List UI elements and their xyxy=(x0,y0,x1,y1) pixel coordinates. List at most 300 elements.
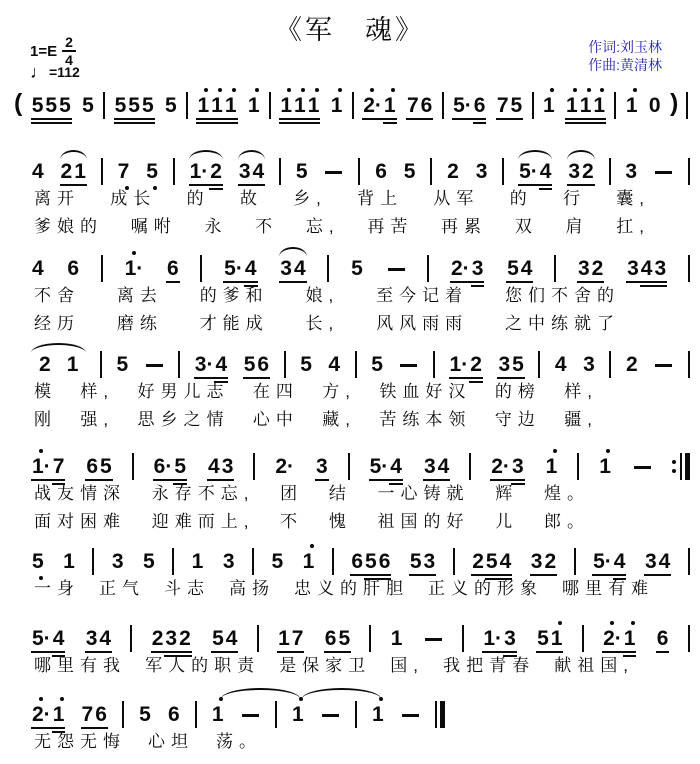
note-group xyxy=(623,161,639,182)
thin-barline xyxy=(435,701,437,728)
beam-underline xyxy=(31,727,52,729)
lyric-group: 心中 xyxy=(252,410,299,429)
beam-underline xyxy=(60,184,74,186)
note-digit: 2 xyxy=(151,627,164,650)
lyric-group: 不 xyxy=(280,512,304,531)
note xyxy=(125,258,144,279)
beam-underline xyxy=(221,479,235,481)
note-digit: 2 xyxy=(591,257,604,280)
high-octave-dot xyxy=(573,88,577,92)
note-group xyxy=(481,628,517,649)
barline xyxy=(688,548,690,575)
duration-dash xyxy=(388,268,405,271)
beam-underline xyxy=(511,377,525,379)
note-digit: 4 xyxy=(244,257,257,280)
note-digit: 5· xyxy=(453,94,472,117)
note-digit: 6 xyxy=(473,94,486,117)
beam-underline xyxy=(530,574,544,576)
note-digit: 2· xyxy=(32,703,51,726)
beam-underline xyxy=(506,281,520,283)
note xyxy=(146,161,158,182)
high-octave-dot xyxy=(132,251,136,255)
note-group xyxy=(165,258,181,279)
note-group xyxy=(655,628,671,649)
note xyxy=(32,704,51,725)
system-row xyxy=(30,349,690,429)
key-signature: 1=E xyxy=(30,42,58,60)
lyric-group: 疆, xyxy=(564,410,598,429)
beam-underline xyxy=(153,479,174,481)
lyric-group: 刚 xyxy=(34,410,57,429)
note xyxy=(67,354,79,375)
barline xyxy=(92,548,94,575)
note xyxy=(407,95,419,116)
lyric-group: 迎难而上, xyxy=(151,512,255,531)
note xyxy=(537,628,549,649)
note-digit: 4 xyxy=(554,353,567,376)
note xyxy=(599,456,611,477)
note xyxy=(424,456,436,477)
duration-dash xyxy=(322,714,339,717)
lyric-group: 再累 xyxy=(441,217,488,236)
beam-underline xyxy=(383,118,397,120)
note xyxy=(531,551,543,572)
system-row xyxy=(30,156,690,236)
note-group xyxy=(290,704,306,725)
note-digit: 4 xyxy=(539,160,552,183)
note xyxy=(504,628,516,649)
beam-underline xyxy=(378,574,392,576)
beam-underline xyxy=(224,118,238,120)
beam-underline xyxy=(196,122,210,124)
note-group xyxy=(631,466,654,477)
lyric-group: 忠义的肝胆 xyxy=(294,579,409,598)
barline xyxy=(453,548,455,575)
barline xyxy=(609,158,611,185)
note-group xyxy=(581,354,597,375)
note xyxy=(451,258,470,279)
note xyxy=(118,161,130,182)
high-octave-dot xyxy=(631,621,635,625)
note-digit: 5 xyxy=(31,94,44,117)
note xyxy=(165,628,177,649)
note-digit: 4 xyxy=(252,160,265,183)
note-group xyxy=(322,171,345,182)
system-row xyxy=(30,253,690,333)
final-barline xyxy=(435,701,445,728)
note-digit: 2· xyxy=(451,257,470,280)
barline xyxy=(355,351,357,378)
lyrics-line xyxy=(34,382,598,402)
lyric-group: 一心铸就 xyxy=(377,484,470,503)
note xyxy=(351,258,363,279)
note xyxy=(316,456,328,477)
note-group xyxy=(402,161,418,182)
note-digit: 3 xyxy=(568,160,581,183)
note-digit: 5 xyxy=(485,550,498,573)
note xyxy=(280,95,292,116)
lyric-group: 辉 xyxy=(495,484,519,503)
time-signature xyxy=(62,34,76,68)
barline xyxy=(427,255,429,282)
note xyxy=(592,258,604,279)
barline xyxy=(352,92,354,119)
note-digit: 2 xyxy=(447,160,459,183)
note xyxy=(507,258,519,279)
note xyxy=(61,161,73,182)
lyrics-line xyxy=(34,512,590,532)
note xyxy=(208,456,220,477)
beam-underline xyxy=(520,281,534,283)
note xyxy=(53,456,65,477)
beam-underline xyxy=(58,118,72,120)
slurred-note-group xyxy=(188,161,224,182)
barline xyxy=(369,625,371,652)
lyric-group: 忘, xyxy=(305,217,340,236)
note-group xyxy=(373,161,389,182)
lyric-group: 长, xyxy=(305,314,340,333)
note-digit: 3· xyxy=(194,353,214,376)
note-digit: 7 xyxy=(117,160,130,183)
note-group xyxy=(489,456,525,477)
beam-underline xyxy=(81,727,95,729)
lyric-group: 面对困难 xyxy=(34,512,126,531)
note-group xyxy=(361,95,397,116)
note xyxy=(582,161,594,182)
note xyxy=(67,258,79,279)
note xyxy=(593,95,605,116)
note-digit: 3 xyxy=(583,353,595,376)
note xyxy=(165,95,177,116)
note xyxy=(410,551,422,572)
note xyxy=(224,258,243,279)
beam-underline xyxy=(420,118,434,120)
note-digit: 7 xyxy=(52,455,65,478)
note xyxy=(626,354,638,375)
note xyxy=(59,95,71,116)
note xyxy=(152,628,164,649)
note xyxy=(325,628,337,649)
note xyxy=(308,95,320,116)
lyric-group: 正气 xyxy=(99,579,145,598)
lyric-group: 离去 xyxy=(116,286,163,305)
lyrics-line xyxy=(34,484,590,504)
note-group xyxy=(326,354,342,375)
note-group xyxy=(369,354,385,375)
beam-underline xyxy=(496,118,510,120)
note-digit: 1 xyxy=(550,627,563,650)
note-digit: 5 xyxy=(351,257,363,280)
lyrics-line xyxy=(34,286,620,306)
lyric-group: 苦练本领 xyxy=(379,410,472,429)
barline xyxy=(554,255,556,282)
note-digit: 1 xyxy=(74,160,86,183)
lyric-group: 强, xyxy=(80,410,115,429)
note-digit: 1 xyxy=(52,703,65,726)
note-group xyxy=(273,456,296,477)
lyric-group: 战友情深 xyxy=(34,484,126,503)
note xyxy=(257,354,269,375)
beam-underline xyxy=(653,281,667,283)
barline xyxy=(200,255,202,282)
note xyxy=(190,161,209,182)
barline xyxy=(269,92,271,119)
repeat-dot xyxy=(672,469,676,473)
beam-underline xyxy=(127,122,141,124)
note-digit: 6 xyxy=(67,257,80,280)
notes-row xyxy=(30,699,445,725)
note-group xyxy=(123,258,146,279)
note xyxy=(32,258,44,279)
lyric-group: 永 xyxy=(204,217,228,236)
note-group xyxy=(422,456,451,477)
note-digit: 5 xyxy=(371,353,383,376)
note-digit: 1 xyxy=(211,703,224,726)
barline xyxy=(186,92,188,119)
note xyxy=(424,551,436,572)
meter-numerator: 2 xyxy=(65,34,73,50)
lyrics-line xyxy=(34,656,634,676)
beam-underline xyxy=(31,651,52,653)
beam-underline xyxy=(307,118,321,120)
note-digit: 3 xyxy=(530,550,543,573)
beam-underline xyxy=(223,281,244,283)
beam-underline xyxy=(173,479,187,481)
note-group xyxy=(166,704,182,725)
lyric-group: 背上 xyxy=(357,189,404,208)
note xyxy=(278,628,290,649)
note-group xyxy=(496,354,525,375)
note-digit: 2 xyxy=(470,353,482,376)
lyric-group: 从军 xyxy=(433,189,480,208)
beam-underline xyxy=(511,479,525,481)
note xyxy=(222,456,234,477)
barline xyxy=(442,92,444,119)
note-digit: 1· xyxy=(449,353,469,376)
note-digit: 5 xyxy=(139,703,151,726)
note xyxy=(659,551,671,572)
note xyxy=(100,456,112,477)
note xyxy=(32,95,44,116)
system-row xyxy=(30,546,690,598)
note-digit: 6 xyxy=(375,160,387,183)
note-digit: 4 xyxy=(613,550,626,573)
note-group xyxy=(301,551,317,572)
note xyxy=(53,628,65,649)
high-octave-dot xyxy=(39,697,43,701)
lyric-group: 结 xyxy=(328,484,352,503)
duration-dash xyxy=(242,714,259,717)
lyric-group: 的榜 xyxy=(494,382,541,401)
slurred-note-group xyxy=(59,161,88,182)
note-digit: 1 xyxy=(330,94,343,117)
note xyxy=(331,95,343,116)
beam-underline xyxy=(225,651,239,653)
beam-underline xyxy=(211,651,225,653)
note-group xyxy=(84,456,113,477)
note-digit: 5 xyxy=(295,160,308,183)
barline xyxy=(100,351,102,378)
beam-underline xyxy=(473,118,487,120)
barline xyxy=(275,701,277,728)
note xyxy=(498,354,510,375)
lyric-group: 高扬 xyxy=(229,579,275,598)
beam-underline xyxy=(98,651,112,653)
note xyxy=(551,628,563,649)
note-group xyxy=(474,161,490,182)
note-group xyxy=(408,551,437,572)
note xyxy=(654,258,666,279)
note-digit: 5· xyxy=(519,160,538,183)
note-digit: 5 xyxy=(143,550,155,573)
barline xyxy=(538,351,540,378)
note-digit: 5 xyxy=(212,627,224,650)
lyric-group: 儿 xyxy=(495,512,519,531)
tie-arc xyxy=(302,688,381,699)
note-group xyxy=(163,95,179,116)
barline xyxy=(130,625,132,652)
note-digit: 5 xyxy=(128,94,140,117)
beam-underline xyxy=(518,184,539,186)
note-group xyxy=(652,364,675,375)
note-digit: 1 xyxy=(294,94,306,117)
slurred-note-group xyxy=(30,354,87,375)
note xyxy=(142,95,154,116)
lyrics-line xyxy=(34,217,650,237)
barline xyxy=(279,158,281,185)
note-digit: 5 xyxy=(537,627,549,650)
note-group xyxy=(113,95,156,116)
beam-underline xyxy=(469,377,483,379)
note-digit: 4 xyxy=(215,353,228,376)
note-digit: 2· xyxy=(275,455,294,478)
note-group xyxy=(210,704,226,725)
note-digit: 3 xyxy=(85,627,98,650)
note xyxy=(143,551,155,572)
note-digit: 6 xyxy=(257,353,270,376)
note xyxy=(365,551,377,572)
barline xyxy=(577,453,579,480)
duration-dash xyxy=(402,714,419,717)
barline xyxy=(688,255,690,282)
note xyxy=(544,551,556,572)
note-group xyxy=(319,714,342,725)
note-digit: 3 xyxy=(627,257,639,280)
note xyxy=(391,628,403,649)
barline xyxy=(178,351,180,378)
note xyxy=(338,628,350,649)
note xyxy=(472,551,484,572)
lyric-group: 爹娘的 xyxy=(34,217,103,236)
note-group xyxy=(625,258,668,279)
barline xyxy=(688,351,690,378)
note-group xyxy=(30,456,66,477)
lyric-group: 才能成 xyxy=(199,314,269,333)
note xyxy=(32,456,51,477)
lyrics-line xyxy=(34,189,650,209)
note xyxy=(568,161,580,182)
beam-underline xyxy=(539,184,553,186)
notes-row xyxy=(30,156,690,182)
beam-underline xyxy=(452,118,473,120)
note xyxy=(421,95,433,116)
beam-underline xyxy=(293,281,307,283)
note-group xyxy=(116,161,132,182)
notes-row xyxy=(14,90,688,116)
barline xyxy=(172,548,174,575)
note xyxy=(82,704,94,725)
note-digit: 5 xyxy=(271,550,284,573)
beam-underline xyxy=(238,184,252,186)
note-group xyxy=(470,551,513,572)
lyric-group: 斗志 xyxy=(164,579,210,598)
duration-dash xyxy=(655,364,672,367)
beam-underline xyxy=(189,184,210,186)
system-row xyxy=(30,451,690,531)
note-digit: 6· xyxy=(153,455,173,478)
note-group xyxy=(389,628,405,649)
lyric-group: 铁血好汉 xyxy=(379,382,472,401)
note-digit: 3 xyxy=(511,455,524,478)
note xyxy=(546,456,558,477)
high-octave-dot xyxy=(370,88,374,92)
lyric-group: 心坦 xyxy=(148,732,194,751)
beam-underline xyxy=(210,122,224,124)
barline xyxy=(103,92,105,119)
note-digit: 6 xyxy=(324,627,337,650)
beam-underline xyxy=(567,184,581,186)
lyric-group: 方, xyxy=(322,382,357,401)
note xyxy=(245,258,257,279)
high-octave-dot xyxy=(60,697,64,701)
beam-underline xyxy=(99,479,113,481)
note xyxy=(192,551,204,572)
note xyxy=(603,628,622,649)
beam-underline xyxy=(510,118,524,120)
note-group xyxy=(329,95,345,116)
beam-underline xyxy=(473,122,487,124)
beam-underline xyxy=(243,377,257,379)
note-group xyxy=(643,551,672,572)
lyric-group: 嘱咐 xyxy=(130,217,177,236)
high-octave-dot xyxy=(587,88,591,92)
high-octave-dot xyxy=(39,449,43,453)
note-digit: 3 xyxy=(577,257,590,280)
lyric-group: 之中练就了 xyxy=(504,314,620,333)
beam-underline xyxy=(244,281,258,283)
beam-underline xyxy=(85,479,99,481)
tempo-value: =112 xyxy=(49,64,80,80)
note-digit: 6 xyxy=(656,627,669,650)
note xyxy=(371,354,383,375)
beam-underline xyxy=(592,118,606,120)
notes-row xyxy=(30,623,690,649)
high-octave-dot xyxy=(232,88,236,92)
note-digit: 1 xyxy=(63,550,75,573)
note-digit: 1 xyxy=(191,550,204,573)
high-octave-dot xyxy=(204,88,208,92)
note-digit: 4 xyxy=(640,257,653,280)
slurred-note-group xyxy=(278,258,307,279)
note xyxy=(174,456,186,477)
repeat-dot xyxy=(672,460,676,464)
note-group xyxy=(30,551,46,572)
note-group xyxy=(591,551,627,572)
note-digit: 2 xyxy=(582,160,594,183)
note-digit: 3 xyxy=(423,550,436,573)
note-digit: 5 xyxy=(510,94,523,117)
barline xyxy=(582,625,584,652)
